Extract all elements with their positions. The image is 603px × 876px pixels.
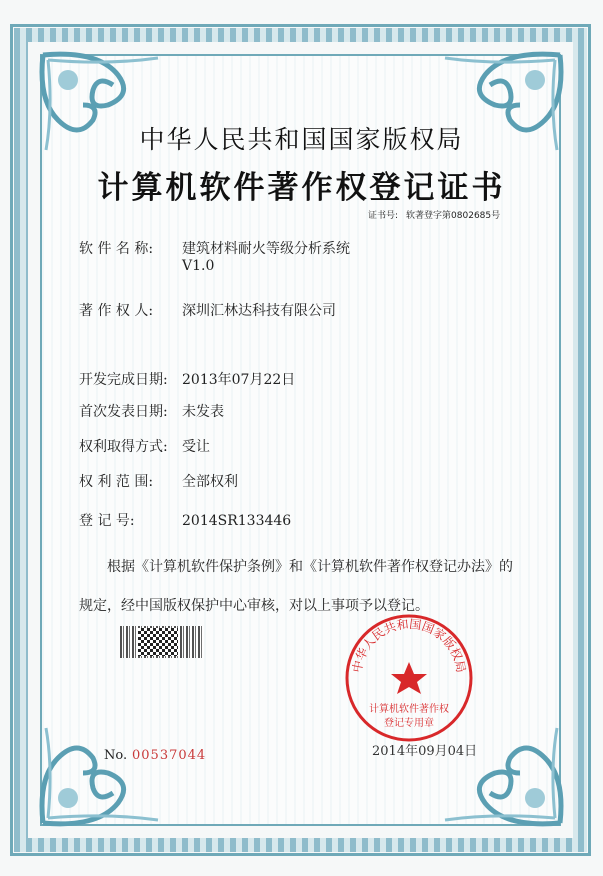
completion-date-value: 2013年07月22日 [182, 372, 296, 388]
issue-date: 2014年09月04日 [372, 744, 478, 759]
body-paragraph-line2: 规定，经中国版权保护中心审核，对以上事项予以登记。 [79, 598, 429, 614]
software-name-label: 软 件 名 称: [79, 241, 154, 257]
certificate-title: 计算机软件著作权登记证书 [97, 170, 506, 206]
seal-ring-text: 中华人民共和国国家版权局 [349, 616, 469, 674]
registration-row [79, 510, 291, 530]
first-publication-value: 未发表 [182, 404, 224, 420]
software-name-row [79, 238, 350, 258]
software-version: V1.0 [182, 258, 215, 274]
certificate-number [368, 208, 508, 221]
body-paragraph-line1: 根据《计算机软件保护条例》和《计算机软件著作权登记办法》的 [107, 559, 513, 575]
serial-label: No. [104, 748, 128, 763]
serial-number: 00537044 [132, 748, 207, 763]
completion-date-label: 开发完成日期: [79, 372, 168, 388]
completion-date-row [79, 369, 295, 389]
acquisition-label: 权利取得方式: [79, 439, 168, 455]
certificate-number-value: 软著登字第0802685号 [406, 211, 501, 221]
seal-line1: 计算机软件著作权 [369, 704, 449, 715]
software-name-value: 建筑材料耐火等级分析系统 [182, 241, 350, 257]
scope-value: 全部权利 [182, 474, 238, 490]
first-publication-row [79, 401, 224, 421]
acquisition-value: 受让 [182, 439, 210, 455]
scope-row [79, 471, 238, 491]
owner-label: 著 作 权 人: [79, 303, 154, 319]
scope-label: 权 利 范 围: [79, 474, 154, 490]
corner-ornament [38, 718, 188, 828]
official-seal [343, 612, 475, 744]
barcode-matrix [138, 628, 178, 656]
acquisition-row [79, 436, 210, 456]
seal-star-icon [391, 662, 427, 694]
registration-value: 2014SR133446 [182, 513, 292, 529]
authority-heading: 中华人民共和国国家版权局 [139, 125, 464, 154]
seal-line2: 登记专用章 [384, 718, 434, 729]
registration-label: 登 记 号: [79, 513, 135, 529]
owner-row [79, 300, 336, 320]
certificate-number-label: 证书号: [368, 211, 399, 221]
owner-value: 深圳汇林达科技有限公司 [182, 303, 336, 319]
first-publication-label: 首次发表日期: [79, 404, 168, 420]
